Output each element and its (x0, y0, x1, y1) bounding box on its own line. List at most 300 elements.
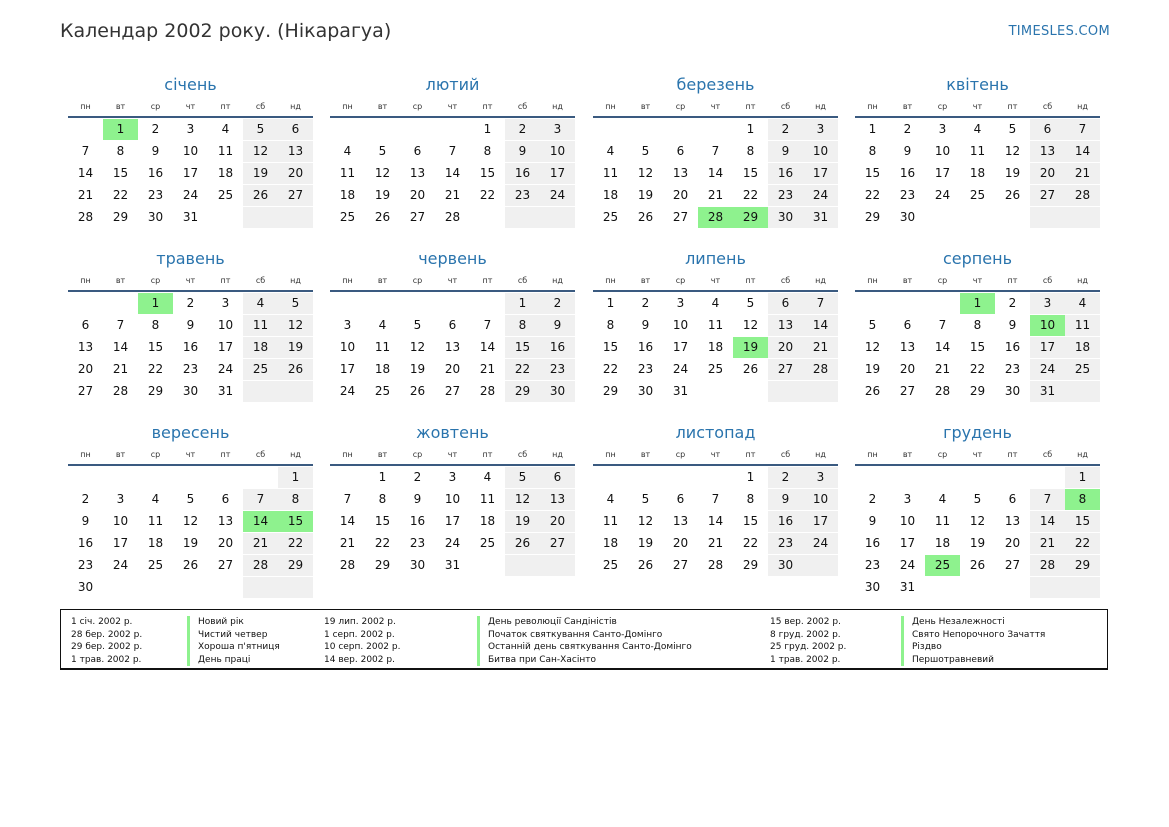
day-cell: 27 (1004, 558, 1021, 572)
holiday-name: Свято Непорочного Зачаття (901, 629, 1045, 642)
day-cell: 2 (151, 122, 160, 136)
day-cell: 26 (864, 384, 881, 398)
day-cell: 22 (1065, 533, 1100, 554)
day-cell: 1 (606, 296, 615, 310)
day-cell: 24 (934, 188, 951, 202)
day-cell: 25 (602, 210, 619, 224)
weekday-label: сб (780, 450, 791, 459)
month-name: липень (685, 249, 746, 268)
week-row (68, 489, 313, 511)
day-cell: 12 (505, 489, 540, 510)
weekday-label: пт (482, 276, 493, 285)
day-cell: 24 (112, 558, 129, 572)
day-cell: 25 (339, 210, 356, 224)
weekday-label: пн (605, 102, 616, 111)
weekday-label: пт (745, 276, 756, 285)
day-cell: 16 (409, 514, 426, 528)
empty-day-cell (663, 119, 698, 140)
day-cell: 16 (505, 163, 540, 184)
empty-day-cell (68, 119, 103, 140)
day-cell: 14 (77, 166, 94, 180)
weekday-label: нд (815, 450, 826, 459)
week-row (68, 185, 313, 207)
weekday-header (68, 271, 313, 290)
day-cell: 8 (746, 492, 755, 506)
week-row (593, 141, 838, 163)
week-row (330, 337, 575, 359)
weekday-header (855, 97, 1100, 116)
day-cell: 22 (505, 359, 540, 380)
month-name: березень (676, 75, 755, 94)
day-cell: 18 (339, 188, 356, 202)
day-cell: 5 (413, 318, 422, 332)
day-cell: 31 (182, 210, 199, 224)
month-name: квітень (946, 75, 1009, 94)
week-row (330, 119, 575, 141)
empty-day-cell (960, 577, 995, 598)
day-cell: 10 (339, 340, 356, 354)
day-cell: 16 (637, 340, 654, 354)
month-name: травень (156, 249, 225, 268)
day-cell: 7 (938, 318, 947, 332)
weekday-header (68, 97, 313, 116)
empty-day-cell (698, 467, 733, 488)
day-cell: 6 (540, 467, 575, 488)
day-cell: 5 (973, 492, 982, 506)
day-cell: 16 (768, 511, 803, 532)
day-cell: 15 (602, 340, 619, 354)
empty-day-cell (803, 555, 838, 576)
empty-day-cell (540, 555, 575, 576)
day-cell: 23 (77, 558, 94, 572)
day-cell: 16 (147, 166, 164, 180)
day-cell: 9 (505, 141, 540, 162)
day-cell: 23 (409, 536, 426, 550)
day-cell: 6 (278, 119, 313, 140)
day-cell: 17 (217, 340, 234, 354)
weekday-label: ср (937, 450, 948, 459)
week-row (593, 185, 838, 207)
day-cell: 2 (641, 296, 650, 310)
weekday-label: нд (552, 276, 563, 285)
weekday-label: пт (220, 276, 231, 285)
day-cell: 24 (182, 188, 199, 202)
day-cell: 17 (803, 511, 838, 532)
weekday-label: сб (1042, 276, 1053, 285)
day-cell: 1 (746, 122, 755, 136)
day-cell: 30 (409, 558, 426, 572)
day-cell: 8 (746, 144, 755, 158)
empty-day-cell (365, 293, 400, 314)
day-cell: 6 (676, 144, 685, 158)
day-cell: 1 (103, 119, 138, 140)
empty-day-cell (1065, 207, 1100, 228)
weekday-label: вт (902, 450, 913, 459)
day-cell: 18 (243, 337, 278, 358)
day-cell: 15 (864, 166, 881, 180)
empty-day-cell (208, 577, 243, 598)
day-cell: 15 (147, 340, 164, 354)
weekday-label: сб (517, 276, 528, 285)
day-cell: 15 (742, 166, 759, 180)
day-cell: 12 (969, 514, 986, 528)
day-cell: 21 (707, 536, 724, 550)
day-cell: 1 (960, 293, 995, 314)
day-cell: 11 (602, 166, 619, 180)
day-cell: 8 (973, 318, 982, 332)
day-cell: 3 (221, 296, 230, 310)
week-row (855, 555, 1100, 577)
weekday-label: пт (482, 450, 493, 459)
day-cell: 26 (1004, 188, 1021, 202)
day-cell: 22 (278, 533, 313, 554)
empty-day-cell (505, 555, 540, 576)
day-cell: 16 (77, 536, 94, 550)
empty-day-cell (593, 119, 628, 140)
weekday-label: пн (867, 102, 878, 111)
header-rule (330, 116, 575, 118)
empty-day-cell (698, 381, 733, 402)
day-cell: 29 (147, 384, 164, 398)
weekday-label: ср (150, 102, 161, 111)
day-cell: 5 (378, 144, 387, 158)
weekday-header (330, 445, 575, 464)
weekday-label: пт (745, 102, 756, 111)
weekday-label: вт (902, 102, 913, 111)
weekday-label: чт (447, 450, 458, 459)
empty-day-cell (243, 577, 278, 598)
day-cell: 7 (448, 144, 457, 158)
day-cell: 27 (768, 359, 803, 380)
week-row (330, 141, 575, 163)
weekday-label: вт (640, 276, 651, 285)
week-row (855, 185, 1100, 207)
day-cell: 7 (711, 144, 720, 158)
day-cell: 12 (182, 514, 199, 528)
day-cell: 11 (479, 492, 496, 506)
day-cell: 13 (278, 141, 313, 162)
day-cell: 11 (934, 514, 951, 528)
day-cell: 4 (378, 318, 387, 332)
day-cell: 10 (803, 141, 838, 162)
weekday-header (330, 97, 575, 116)
day-cell: 5 (868, 318, 877, 332)
week-row (593, 163, 838, 185)
day-cell: 20 (444, 362, 461, 376)
day-cell: 23 (147, 188, 164, 202)
day-cell: 23 (182, 362, 199, 376)
day-cell: 27 (899, 384, 916, 398)
day-cell: 30 (768, 207, 803, 228)
day-cell: 20 (899, 362, 916, 376)
day-cell: 31 (803, 207, 838, 228)
empty-day-cell (68, 293, 103, 314)
day-cell: 14 (1065, 141, 1100, 162)
holiday-date: 10 серп. 2002 р. (324, 642, 401, 653)
weekday-label: чт (710, 450, 721, 459)
header-rule (593, 116, 838, 118)
holiday-name: День праці (187, 654, 250, 667)
empty-day-cell (628, 467, 663, 488)
weekday-label: сб (517, 450, 528, 459)
day-cell: 17 (934, 166, 951, 180)
day-cell: 15 (479, 166, 496, 180)
day-cell: 10 (803, 489, 838, 510)
day-cell: 29 (112, 210, 129, 224)
empty-day-cell (470, 555, 505, 576)
week-row (68, 337, 313, 359)
weekday-label: пт (1007, 102, 1018, 111)
day-cell: 6 (1008, 492, 1017, 506)
day-cell: 1 (138, 293, 173, 314)
empty-day-cell (733, 381, 768, 402)
holiday-date: 19 лип. 2002 р. (324, 617, 396, 627)
day-cell: 16 (1004, 340, 1021, 354)
day-cell: 10 (444, 492, 461, 506)
holiday-legend (60, 609, 1108, 670)
week-row (68, 511, 313, 533)
weekday-label: нд (815, 276, 826, 285)
month-5 (68, 248, 313, 403)
day-cell: 12 (374, 166, 391, 180)
week-row (68, 467, 313, 489)
day-cell: 28 (934, 384, 951, 398)
day-cell: 31 (1030, 381, 1065, 402)
day-cell: 27 (540, 533, 575, 554)
day-cell: 26 (409, 384, 426, 398)
day-cell: 21 (934, 362, 951, 376)
empty-day-cell (243, 381, 278, 402)
day-cell: 17 (182, 166, 199, 180)
empty-day-cell (855, 293, 890, 314)
day-cell: 23 (1004, 362, 1021, 376)
holiday-name: Новий рік (187, 616, 244, 629)
day-cell: 22 (479, 188, 496, 202)
day-cell: 30 (768, 555, 803, 576)
day-cell: 27 (444, 384, 461, 398)
day-cell: 19 (243, 163, 278, 184)
day-cell: 12 (278, 315, 313, 336)
week-row (855, 337, 1100, 359)
weekday-label: ср (675, 450, 686, 459)
day-cell: 29 (602, 384, 619, 398)
week-row (68, 141, 313, 163)
day-cell: 13 (899, 340, 916, 354)
holiday-name: Хороша п'ятниця (187, 641, 280, 654)
day-cell: 25 (925, 555, 960, 576)
day-cell: 20 (768, 337, 803, 358)
day-cell: 24 (1030, 359, 1065, 380)
day-cell: 2 (413, 470, 422, 484)
day-cell: 20 (1004, 536, 1021, 550)
empty-day-cell (925, 467, 960, 488)
empty-day-cell (208, 467, 243, 488)
day-cell: 21 (479, 362, 496, 376)
week-row (855, 207, 1100, 229)
day-cell: 2 (505, 119, 540, 140)
day-cell: 24 (803, 533, 838, 554)
day-cell: 4 (973, 122, 982, 136)
day-cell: 28 (479, 384, 496, 398)
weekday-label: пт (1007, 276, 1018, 285)
header-rule (593, 290, 838, 292)
weekday-label: ср (675, 102, 686, 111)
week-row (330, 381, 575, 403)
month-name: січень (164, 75, 217, 94)
weekday-label: пн (342, 276, 353, 285)
day-cell: 27 (672, 558, 689, 572)
empty-day-cell (960, 207, 995, 228)
day-cell: 22 (864, 188, 881, 202)
day-cell: 26 (969, 558, 986, 572)
week-row (330, 207, 575, 229)
empty-day-cell (435, 119, 470, 140)
day-cell: 16 (864, 536, 881, 550)
week-row (855, 511, 1100, 533)
day-cell: 11 (969, 144, 986, 158)
day-cell: 3 (676, 296, 685, 310)
weekday-label: чт (972, 102, 983, 111)
day-cell: 23 (864, 558, 881, 572)
weekday-label: нд (552, 450, 563, 459)
day-cell: 21 (1030, 533, 1065, 554)
day-cell: 9 (768, 489, 803, 510)
day-cell: 21 (1065, 163, 1100, 184)
week-row (330, 315, 575, 337)
week-row (855, 489, 1100, 511)
day-cell: 9 (186, 318, 195, 332)
day-cell: 25 (1065, 359, 1100, 380)
empty-day-cell (1030, 577, 1065, 598)
week-row (330, 511, 575, 533)
day-cell: 19 (374, 188, 391, 202)
empty-day-cell (768, 381, 803, 402)
day-cell: 5 (505, 467, 540, 488)
day-cell: 8 (868, 144, 877, 158)
week-row (330, 533, 575, 555)
weekday-label: пн (605, 276, 616, 285)
empty-day-cell (855, 467, 890, 488)
weekday-label: чт (185, 102, 196, 111)
day-cell: 19 (505, 511, 540, 532)
day-cell: 28 (1065, 185, 1100, 206)
empty-day-cell (278, 381, 313, 402)
day-cell: 1 (746, 470, 755, 484)
day-cell: 22 (374, 536, 391, 550)
brand-link[interactable]: TIMESLES.COM (1008, 24, 1110, 39)
header-rule (68, 290, 313, 292)
day-cell: 18 (934, 536, 951, 550)
week-row (855, 533, 1100, 555)
day-cell: 5 (1008, 122, 1017, 136)
day-cell: 10 (899, 514, 916, 528)
weekday-header (593, 445, 838, 464)
day-cell: 30 (540, 381, 575, 402)
day-cell: 2 (903, 122, 912, 136)
day-cell: 1 (1065, 467, 1100, 488)
week-row (593, 381, 838, 403)
weekday-label: нд (1077, 450, 1088, 459)
day-cell: 4 (343, 144, 352, 158)
empty-day-cell (330, 119, 365, 140)
day-cell: 25 (707, 362, 724, 376)
week-row (593, 119, 838, 141)
day-cell: 30 (1004, 384, 1021, 398)
day-cell: 19 (733, 337, 768, 358)
day-cell: 13 (217, 514, 234, 528)
week-row (68, 359, 313, 381)
weekday-label: пт (1007, 450, 1018, 459)
day-cell: 7 (711, 492, 720, 506)
day-cell: 26 (374, 210, 391, 224)
day-cell: 20 (409, 188, 426, 202)
week-row (593, 511, 838, 533)
day-cell: 2 (768, 119, 803, 140)
weekday-header (68, 445, 313, 464)
day-cell: 28 (1030, 555, 1065, 576)
empty-day-cell (593, 467, 628, 488)
day-cell: 26 (637, 210, 654, 224)
day-cell: 10 (934, 144, 951, 158)
day-cell: 6 (1030, 119, 1065, 140)
week-row (68, 163, 313, 185)
day-cell: 14 (707, 166, 724, 180)
month-6 (330, 248, 575, 403)
holiday-date: 14 вер. 2002 р. (324, 654, 395, 665)
day-cell: 25 (217, 188, 234, 202)
day-cell: 21 (339, 536, 356, 550)
weekday-label: вт (377, 102, 388, 111)
day-cell: 12 (409, 340, 426, 354)
day-cell: 10 (217, 318, 234, 332)
weekday-label: сб (1042, 102, 1053, 111)
day-cell: 3 (1030, 293, 1065, 314)
empty-day-cell (330, 467, 365, 488)
day-cell: 10 (182, 144, 199, 158)
week-row (855, 293, 1100, 315)
day-cell: 14 (934, 340, 951, 354)
day-cell: 30 (637, 384, 654, 398)
weekday-label: вт (902, 276, 913, 285)
week-row (330, 555, 575, 577)
day-cell: 7 (803, 293, 838, 314)
empty-day-cell (103, 467, 138, 488)
day-cell: 22 (112, 188, 129, 202)
day-cell: 30 (899, 210, 916, 224)
week-row (855, 315, 1100, 337)
day-cell: 12 (243, 141, 278, 162)
week-row (593, 293, 838, 315)
holiday-name: Битва при Сан-Хасінто (477, 654, 596, 667)
month-1 (68, 74, 313, 229)
week-row (68, 577, 313, 599)
day-cell: 10 (540, 141, 575, 162)
day-cell: 9 (540, 315, 575, 336)
day-cell: 23 (899, 188, 916, 202)
weekday-label: нд (1077, 102, 1088, 111)
day-cell: 20 (77, 362, 94, 376)
day-cell: 27 (278, 185, 313, 206)
day-cell: 18 (374, 362, 391, 376)
header-rule (330, 290, 575, 292)
day-cell: 20 (278, 163, 313, 184)
weekday-label: сб (780, 276, 791, 285)
month-name: вересень (151, 423, 230, 442)
weekday-label: чт (710, 102, 721, 111)
empty-day-cell (925, 577, 960, 598)
day-cell: 5 (278, 293, 313, 314)
day-cell: 2 (81, 492, 90, 506)
